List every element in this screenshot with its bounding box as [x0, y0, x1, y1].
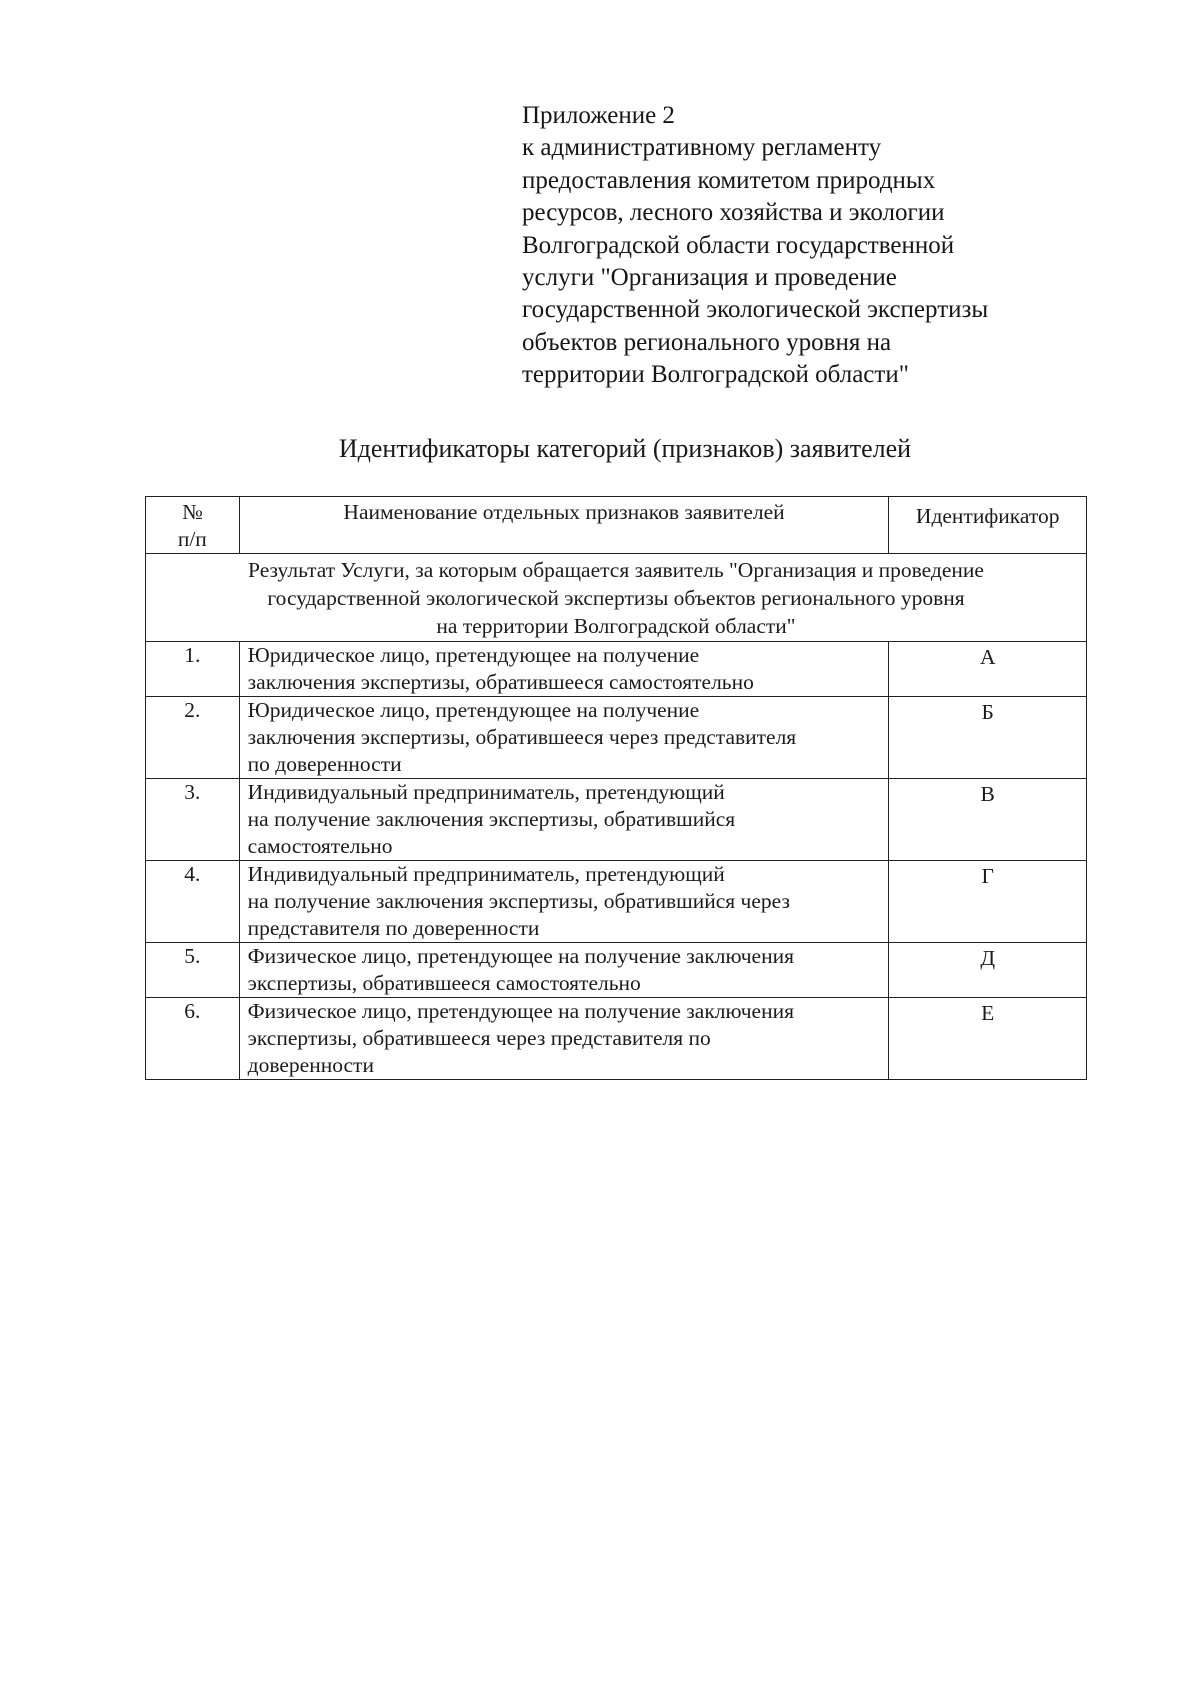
row-description-line: заключения экспертизы, обратившееся самостоятельно [247, 670, 754, 694]
row-number-cell [146, 642, 240, 697]
row-description-line: Юридическое лицо, претендующее на получение [247, 643, 700, 667]
document-title: Идентификаторы категорий (признаков) заявителей [338, 434, 912, 463]
row-number-cell [146, 779, 240, 861]
appendix-line: объектов регионального уровня на [522, 328, 892, 356]
appendix-line: государственной экологической экспертизы [522, 296, 989, 324]
table-row [146, 943, 1087, 998]
row-description-line: на получение заключения экспертизы, обратившийся через [247, 889, 790, 913]
section-line: Результат Услуги, за которым обращается заявитель "Организация и проведение [248, 558, 984, 582]
row-description-line: заключения экспертизы, обратившееся через представителя [247, 725, 797, 749]
section-cell [146, 554, 1087, 642]
table-header-row [146, 497, 1087, 554]
row-identifier-cell [889, 642, 1087, 697]
appendix-line: предоставления комитетом природных [522, 166, 936, 194]
section-line: государственной экологической экспертизы объектов регионального уровня [267, 586, 965, 610]
row-description-cell [239, 861, 889, 943]
row-description-line: по доверенности [247, 752, 402, 776]
row-description-cell [239, 642, 889, 697]
row-identifier-cell [889, 861, 1087, 943]
row-number-cell [146, 861, 240, 943]
appendix-line: к административному регламенту [522, 134, 882, 162]
row-identifier: Д [980, 946, 996, 970]
row-number: 6. [184, 999, 201, 1023]
row-description-line: самостоятельно [247, 834, 393, 858]
row-description-cell [239, 998, 889, 1080]
row-identifier: Б [981, 700, 994, 724]
row-description-line: Физическое лицо, претендующее на получение заключения [247, 944, 795, 968]
table-row [146, 998, 1087, 1080]
row-identifier-cell [889, 779, 1087, 861]
appendix-line: Волгоградской области государственной [522, 231, 955, 259]
row-number-cell [146, 998, 240, 1080]
table-row [146, 861, 1087, 943]
appendix-line: ресурсов, лесного хозяйства и экологии [522, 199, 945, 227]
row-number: 1. [184, 643, 201, 667]
header-identifier: Идентификатор [889, 497, 1087, 554]
row-description-line: Юридическое лицо, претендующее на получение [247, 698, 700, 722]
row-description-line: на получение заключения экспертизы, обратившийся [247, 807, 736, 831]
section-line: на территории Волгоградской области" [436, 614, 796, 638]
row-number-cell [146, 697, 240, 779]
appendix-header [522, 100, 1082, 392]
row-number: 2. [184, 698, 201, 722]
table-section-row [146, 554, 1087, 642]
header-number-abbr: п/п [177, 527, 207, 551]
row-identifier-cell [889, 943, 1087, 998]
table-row [146, 697, 1087, 779]
appendix-line: Приложение 2 [522, 102, 675, 129]
row-description-line: Индивидуальный предприниматель, претендующий [247, 862, 725, 886]
row-number: 3. [184, 780, 201, 804]
table-row [146, 642, 1087, 697]
row-description-line: доверенности [247, 1053, 374, 1077]
header-name: Наименование отдельных признаков заявителей [239, 497, 889, 554]
header-number [146, 497, 240, 554]
appendix-line: услуги "Организация и проведение [522, 264, 897, 292]
identifiers-table [145, 496, 1087, 1080]
row-description-cell [239, 779, 889, 861]
row-number: 4. [184, 862, 201, 886]
header-number-symbol: № [182, 500, 203, 524]
row-number: 5. [184, 944, 201, 968]
table-row [146, 779, 1087, 861]
row-identifier: Г [981, 864, 994, 888]
row-identifier: А [979, 645, 996, 669]
row-identifier: В [980, 782, 995, 806]
appendix-line: территории Волгоградской области" [522, 361, 909, 389]
row-description-line: экспертизы, обратившееся через представителя по [247, 1026, 711, 1050]
row-description-line: Индивидуальный предприниматель, претендующий [247, 780, 725, 804]
row-number-cell [146, 943, 240, 998]
row-description-cell [239, 943, 889, 998]
row-identifier-cell [889, 697, 1087, 779]
row-description-line: Физическое лицо, претендующее на получение заключения [247, 999, 795, 1023]
row-description-line: представителя по доверенности [247, 916, 540, 940]
row-description-cell [239, 697, 889, 779]
row-identifier: Е [981, 1001, 995, 1025]
row-identifier-cell [889, 998, 1087, 1080]
table-body [146, 642, 1087, 1080]
row-description-line: экспертизы, обратившееся самостоятельно [247, 971, 641, 995]
